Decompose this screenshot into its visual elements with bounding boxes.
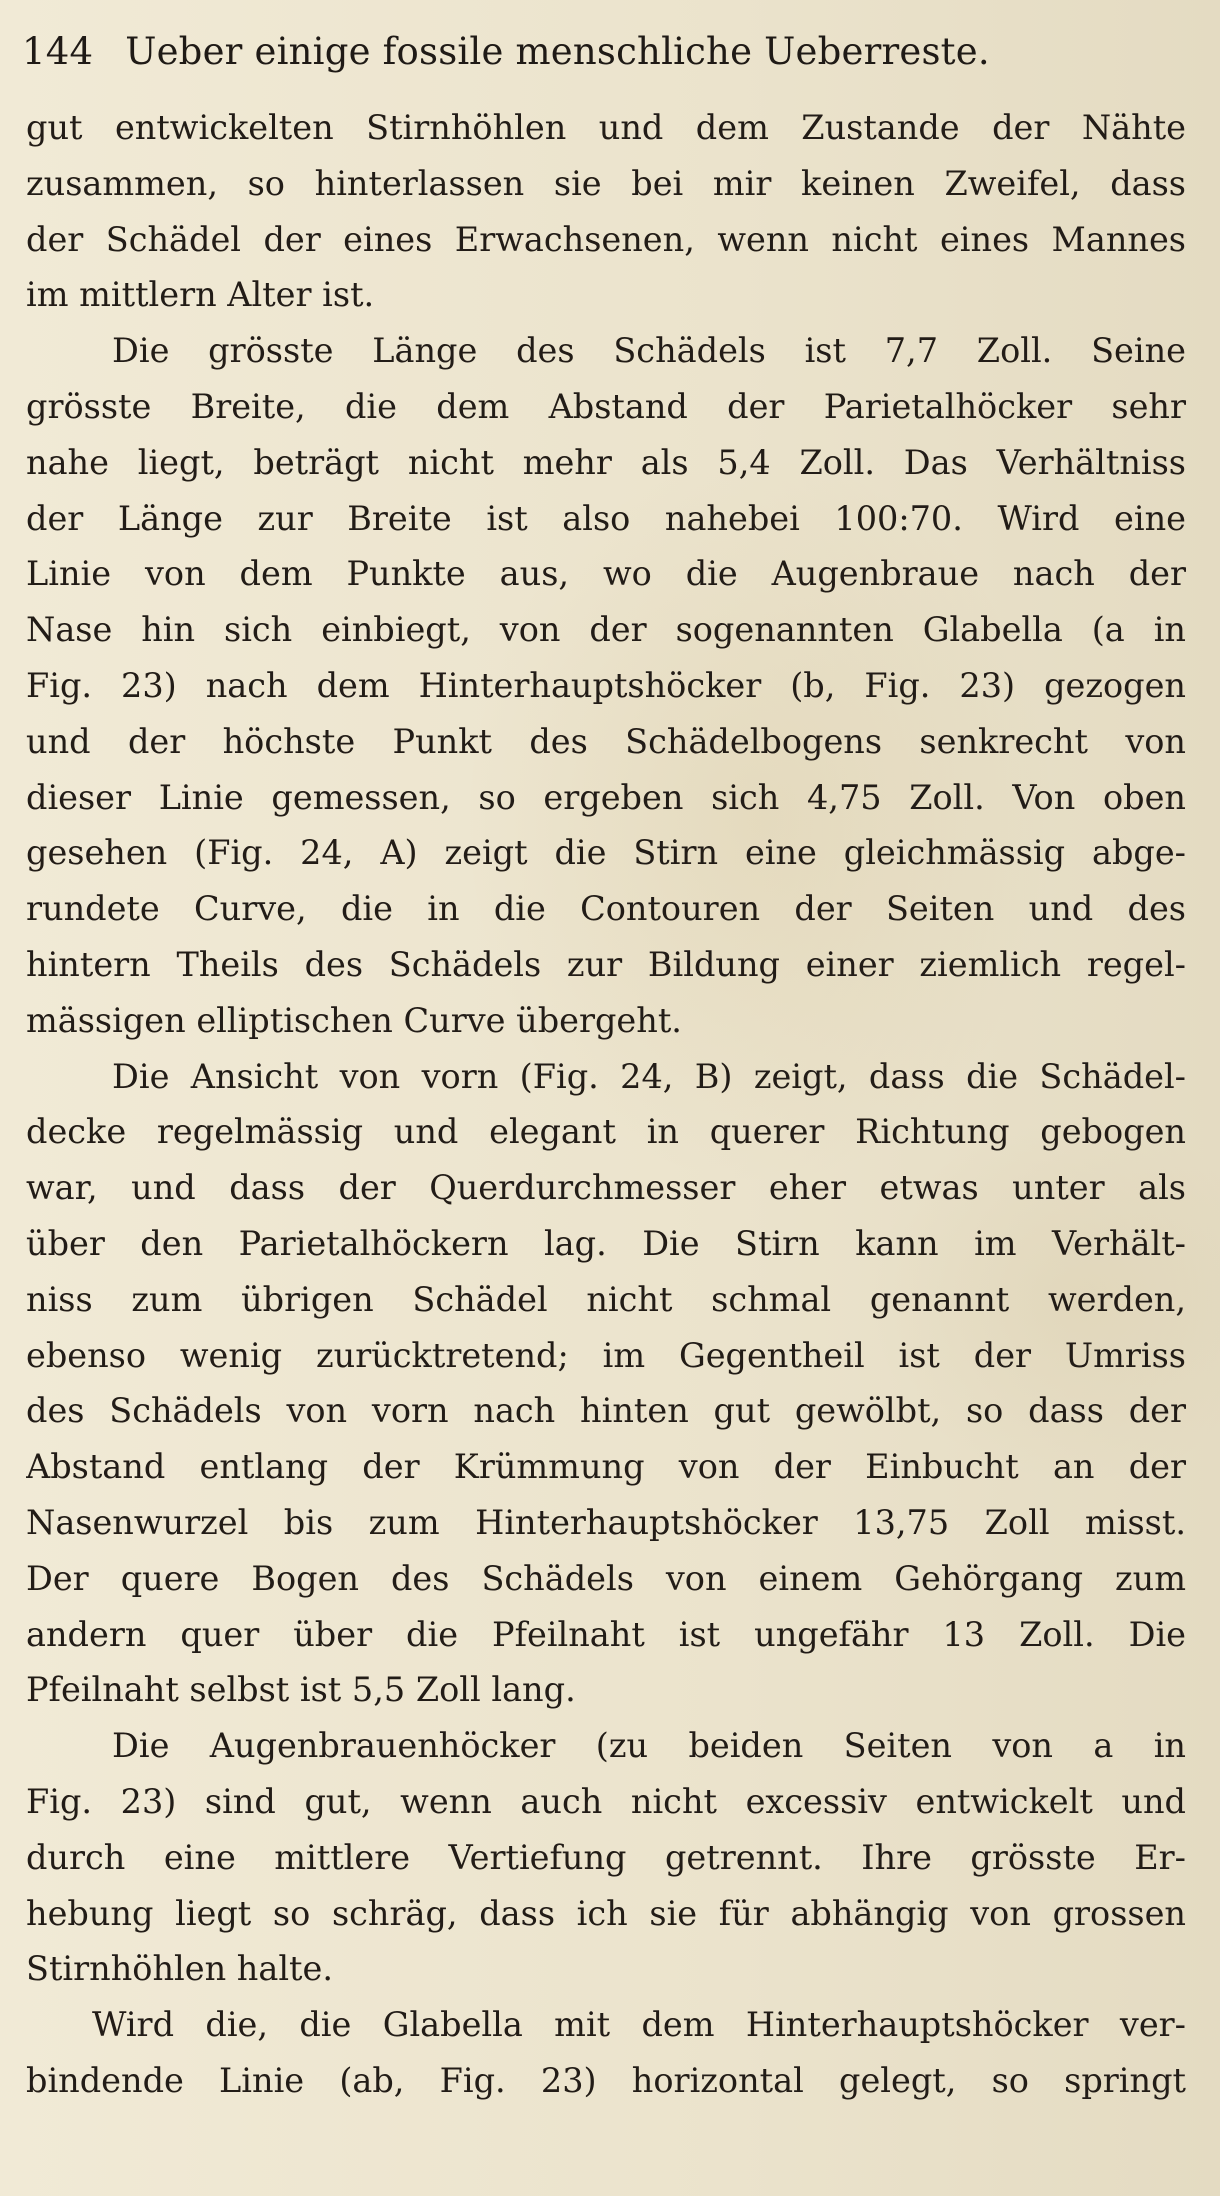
text-line: hintern Theils des Schädels zur Bildung einer ziemlich regel-: [26, 944, 1186, 984]
text-line: über den Parietalhöckern lag. Die Stirn kann im Verhält-: [26, 1223, 1186, 1263]
text-line: Linie von dem Punkte aus, wo die Augenbraue nach der: [26, 554, 1186, 594]
text-line: bindende Linie (ab, Fig. 23) horizontal gelegt, so springt: [26, 2060, 1186, 2100]
text-line: der Länge zur Breite ist also nahebei 100:70. Wird eine: [26, 498, 1186, 538]
body-text: [26, 100, 1186, 2109]
running-title: Ueber einige fossile menschliche Ueberreste.: [125, 30, 990, 73]
text-line: Fig. 23) nach dem Hinterhauptshöcker (b, Fig. 23) gezogen: [26, 665, 1186, 705]
text-line: Nasenwurzel bis zum Hinterhauptshöcker 13,75 Zoll misst.: [26, 1502, 1186, 1542]
text-line: rundete Curve, die in die Contouren der Seiten und des: [26, 889, 1186, 929]
text-line: andern quer über die Pfeilnaht ist ungefähr 13 Zoll. Die: [26, 1614, 1186, 1654]
text-line: Die grösste Länge des Schädels ist 7,7 Zoll. Seine: [112, 331, 1186, 371]
text-line: Der quere Bogen des Schädels von einem Gehörgang zum: [26, 1558, 1186, 1598]
text-line: des Schädels von vorn nach hinten gut gewölbt, so dass der: [26, 1391, 1186, 1431]
text-line: zusammen, so hinterlassen sie bei mir keinen Zweifel, dass: [26, 163, 1186, 203]
text-line: Fig. 23) sind gut, wenn auch nicht excessiv entwickelt und: [26, 1781, 1186, 1821]
page-header: [22, 30, 990, 90]
text-line: gut entwickelten Stirnhöhlen und dem Zustande der Nähte: [26, 108, 1186, 147]
text-line: Nase hin sich einbiegt, von der sogenannten Glabella (a in: [26, 610, 1186, 650]
text-line: Pfeilnaht selbst ist 5,5 Zoll lang.: [26, 1670, 576, 1710]
text-line: ebenso wenig zurücktretend; im Gegentheil ist der Umriss: [26, 1335, 1186, 1375]
text-line: war, und dass der Querdurchmesser eher etwas unter als: [26, 1168, 1186, 1208]
text-line: nahe liegt, beträgt nicht mehr als 5,4 Zoll. Das Verhältniss: [26, 442, 1186, 482]
text-line: dieser Linie gemessen, so ergeben sich 4,75 Zoll. Von oben: [26, 777, 1186, 817]
text-line: und der höchste Punkt des Schädelbogens senkrecht von: [26, 721, 1186, 761]
page-number: 144: [22, 30, 94, 73]
text-line: grösste Breite, die dem Abstand der Parietalhöcker sehr: [26, 386, 1186, 426]
text-line: durch eine mittlere Vertiefung getrennt. Ihre grösste Er-: [26, 1837, 1186, 1877]
text-line: Stirnhöhlen halte.: [26, 1949, 333, 1989]
text-line: niss zum übrigen Schädel nicht schmal genannt werden,: [26, 1279, 1186, 1319]
text-line: decke regelmässig und elegant in querer Richtung gebogen: [26, 1112, 1186, 1152]
text-line: hebung liegt so schräg, dass ich sie für abhängig von grossen: [26, 1893, 1186, 1933]
text-line: der Schädel der eines Erwachsenen, wenn nicht eines Mannes: [26, 219, 1186, 259]
text-line: Die Ansicht von vorn (Fig. 24, B) zeigt, dass die Schädel-: [112, 1056, 1186, 1096]
text-line: Wird die, die Glabella mit dem Hinterhauptshöcker ver-: [92, 2005, 1186, 2045]
text-line: im mittlern Alter ist.: [26, 275, 375, 315]
text-line: Die Augenbrauenhöcker (zu beiden Seiten von a in: [112, 1726, 1186, 1766]
text-line: Abstand entlang der Krümmung von der Einbucht an der: [26, 1447, 1186, 1487]
text-line: mässigen elliptischen Curve übergeht.: [26, 1000, 682, 1040]
text-line: gesehen (Fig. 24, A) zeigt die Stirn eine gleichmässig abge-: [26, 833, 1186, 873]
